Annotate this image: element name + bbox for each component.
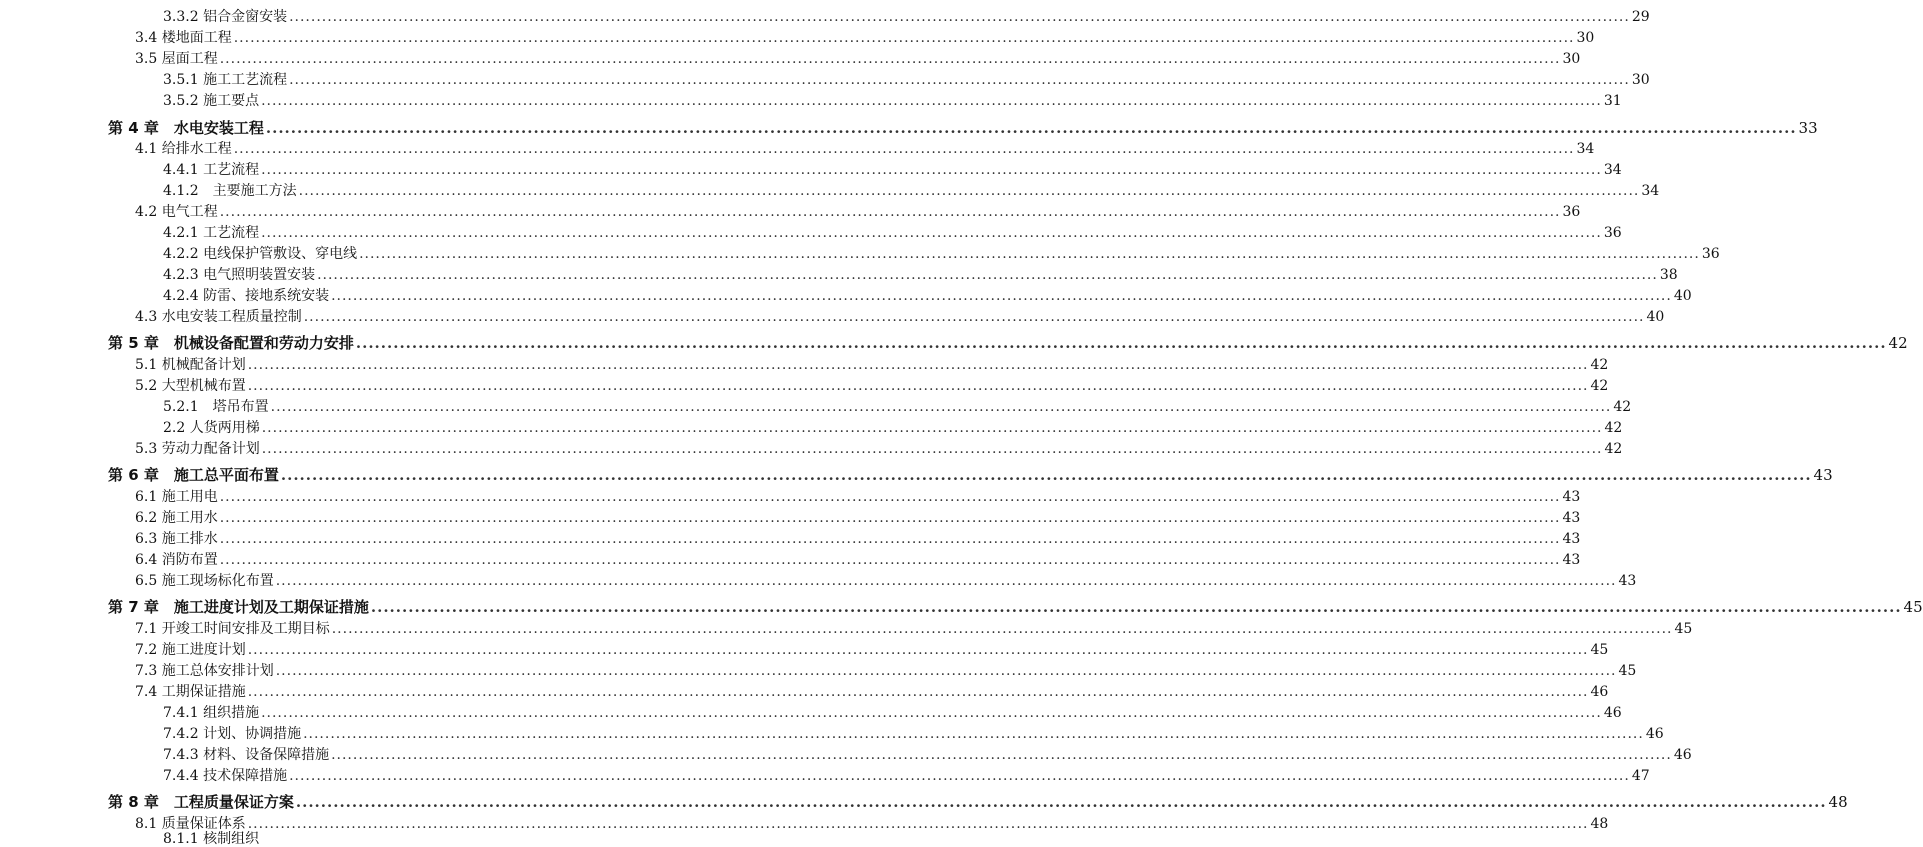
toc-dot-leader — [317, 265, 1658, 285]
toc-dot-leader — [220, 49, 1561, 69]
toc-entry[interactable] — [163, 724, 1664, 744]
toc-entry[interactable] — [163, 181, 1660, 201]
toc-page-number: 30 — [1576, 30, 1595, 46]
toc-page-number: 31 — [1603, 93, 1622, 109]
toc-entry[interactable] — [163, 766, 1650, 786]
toc-entry-title: 4.2.3 电气照明装置安装 — [163, 267, 316, 283]
toc-chapter-entry[interactable] — [108, 597, 1923, 617]
toc-chapter-entry[interactable] — [108, 465, 1833, 485]
toc-entry[interactable] — [135, 139, 1595, 159]
toc-entry-title: 7.4.1 组织措施 — [163, 705, 260, 721]
toc-entry[interactable] — [135, 529, 1581, 549]
toc-page-number: 45 — [1674, 621, 1693, 637]
toc-dot-leader — [261, 703, 1602, 723]
toc-dot-leader — [289, 766, 1630, 786]
toc-entry-title: 第 7 章 施工进度计划及工期保证措施 — [108, 598, 369, 616]
toc-dot-leader — [248, 376, 1589, 396]
toc-page-number: 38 — [1659, 267, 1678, 283]
toc-entry-title: 4.2.4 防雷、接地系统安装 — [163, 288, 330, 304]
toc-page-number: 48 — [1828, 793, 1848, 811]
toc-page-number: 47 — [1631, 768, 1650, 784]
toc-dot-leader — [248, 355, 1589, 375]
toc-entry[interactable] — [163, 265, 1678, 285]
toc-entry-title: 5.2 大型机械布置 — [135, 378, 246, 394]
toc-dot-leader — [220, 550, 1561, 570]
toc-entry-title: 5.2.1 塔吊布置 — [163, 399, 269, 415]
toc-entry-title: 4.2.2 电线保护管敷设、穿电线 — [163, 246, 358, 262]
toc-entry[interactable] — [135, 376, 1609, 396]
toc-page-number: 45 — [1618, 663, 1637, 679]
toc-entry[interactable] — [163, 91, 1622, 111]
toc-entry-title: 第 5 章 机械设备配置和劳动力安排 — [108, 334, 354, 352]
toc-page-number: 40 — [1673, 288, 1692, 304]
toc-entry[interactable] — [135, 571, 1637, 591]
toc-entry-title: 7.4.3 材料、设备保障措施 — [163, 747, 330, 763]
toc-dot-leader — [289, 70, 1630, 90]
toc-chapter-entry[interactable] — [108, 333, 1908, 353]
toc-page-number: 43 — [1562, 489, 1581, 505]
toc-entry[interactable] — [163, 70, 1650, 90]
toc-dot-leader — [234, 28, 1575, 48]
toc-page-number: 36 — [1701, 246, 1720, 262]
toc-entry-title: 5.1 机械配备计划 — [135, 357, 246, 373]
toc-dot-leader — [261, 160, 1602, 180]
toc-entry-title: 6.2 施工用水 — [135, 510, 218, 526]
toc-dot-leader — [220, 529, 1561, 549]
toc-chapter-entry[interactable] — [108, 118, 1818, 138]
toc-dot-leader — [220, 202, 1561, 222]
toc-page-number: 46 — [1603, 705, 1622, 721]
toc-entry-title: 4.4.1 工艺流程 — [163, 162, 260, 178]
toc-entry-title: 7.1 开竣工时间安排及工期目标 — [135, 621, 330, 637]
toc-page-number: 46 — [1673, 747, 1692, 763]
toc-entry[interactable] — [135, 619, 1693, 639]
toc-entry-title: 3.5 屋面工程 — [135, 51, 218, 67]
toc-entry-title: 第 4 章 水电安装工程 — [108, 119, 264, 137]
toc-entry-title: 6.4 消防布置 — [135, 552, 218, 568]
toc-entry-title: 3.5.1 施工工艺流程 — [163, 72, 288, 88]
toc-entry-title: 6.1 施工用电 — [135, 489, 218, 505]
toc-dot-leader — [266, 118, 1797, 138]
toc-entry[interactable] — [163, 703, 1622, 723]
toc-entry[interactable] — [135, 355, 1609, 375]
toc-entry-title: 3.5.2 施工要点 — [163, 93, 260, 109]
toc-dot-leader — [248, 640, 1589, 660]
toc-entry-title: 2.2 人货两用梯 — [163, 420, 260, 436]
toc-dot-leader — [299, 181, 1640, 201]
toc-page-number: 42 — [1604, 420, 1623, 436]
toc-entry[interactable] — [163, 223, 1622, 243]
toc-page-number: 45 — [1903, 598, 1923, 616]
toc-page-number: 42 — [1590, 378, 1609, 394]
toc-cut-line: 8.1.1 核制组织 — [163, 831, 260, 847]
toc-dot-leader — [262, 439, 1603, 459]
toc-dot-leader — [331, 745, 1672, 765]
toc-entry-title: 第 6 章 施工总平面布置 — [108, 466, 279, 484]
toc-entry-title: 5.3 劳动力配备计划 — [135, 441, 260, 457]
toc-page-number: 46 — [1590, 684, 1609, 700]
toc-page-number: 40 — [1646, 309, 1665, 325]
toc-entry[interactable] — [163, 745, 1692, 765]
toc-entry[interactable] — [135, 202, 1581, 222]
toc-page-number: 34 — [1641, 183, 1660, 199]
toc-dot-leader — [220, 508, 1561, 528]
toc-dot-leader — [281, 465, 1812, 485]
toc-page-number: 42 — [1888, 334, 1908, 352]
toc-page-number: 29 — [1631, 9, 1650, 25]
toc-page-number: 42 — [1613, 399, 1632, 415]
toc-page-number: 34 — [1603, 162, 1622, 178]
toc-entry[interactable] — [163, 244, 1720, 264]
toc-entry[interactable] — [135, 487, 1581, 507]
toc-entry-title: 7.4 工期保证措施 — [135, 684, 246, 700]
toc-entry[interactable] — [163, 397, 1632, 417]
toc-entry[interactable] — [135, 661, 1637, 681]
toc-entry[interactable] — [135, 508, 1581, 528]
toc-entry-title: 8.1 质量保证体系 — [135, 816, 246, 832]
toc-entry-title: 7.3 施工总体安排计划 — [135, 663, 274, 679]
toc-dot-leader — [289, 7, 1630, 27]
toc-page-number: 43 — [1562, 552, 1581, 568]
toc-page-number: 45 — [1590, 642, 1609, 658]
toc-entry[interactable] — [135, 550, 1581, 570]
toc-page-number: 33 — [1798, 119, 1818, 137]
toc-dot-leader — [248, 682, 1589, 702]
toc-entry[interactable] — [135, 307, 1665, 327]
toc-dot-leader — [234, 139, 1575, 159]
toc-entry-title: 7.4.2 计划、协调措施 — [163, 726, 302, 742]
toc-entry-title: 4.3 水电安装工程质量控制 — [135, 309, 302, 325]
toc-page-number: 46 — [1645, 726, 1664, 742]
toc-entry-title: 4.2 电气工程 — [135, 204, 218, 220]
toc-page-number: 36 — [1562, 204, 1581, 220]
toc-entry[interactable] — [135, 682, 1609, 702]
toc-entry[interactable] — [163, 418, 1623, 438]
toc-entry[interactable] — [163, 286, 1692, 306]
toc-entry-title: 6.3 施工排水 — [135, 531, 218, 547]
toc-page-number: 43 — [1562, 531, 1581, 547]
toc-entry[interactable] — [163, 7, 1650, 27]
toc-page-number: 43 — [1562, 510, 1581, 526]
toc-dot-leader — [371, 597, 1902, 617]
toc-dot-leader — [332, 619, 1673, 639]
toc-entry[interactable] — [135, 640, 1609, 660]
toc-page-number: 42 — [1590, 357, 1609, 373]
toc-page-number: 43 — [1813, 466, 1833, 484]
toc-dot-leader — [248, 814, 1589, 834]
toc-entry[interactable] — [135, 439, 1623, 459]
toc-entry-title: 7.2 施工进度计划 — [135, 642, 246, 658]
toc-dot-leader — [304, 307, 1645, 327]
toc-entry[interactable] — [135, 49, 1581, 69]
toc-page-number: 36 — [1603, 225, 1622, 241]
toc-entry-title: 第 8 章 工程质量保证方案 — [108, 793, 294, 811]
toc-entry-title: 3.3.2 铝合金窗安装 — [163, 9, 288, 25]
toc-dot-leader — [296, 792, 1827, 812]
toc-chapter-entry[interactable] — [108, 792, 1848, 812]
toc-entry-title: 6.5 施工现场标化布置 — [135, 573, 274, 589]
toc-entry-title: 4.2.1 工艺流程 — [163, 225, 260, 241]
toc-page-number: 30 — [1631, 72, 1650, 88]
toc-entry-title: 3.4 楼地面工程 — [135, 30, 232, 46]
toc-entry-title: 4.1.2 主要施工方法 — [163, 183, 297, 199]
toc-page-number: 42 — [1604, 441, 1623, 457]
toc-dot-leader — [262, 418, 1603, 438]
toc-page-number: 30 — [1562, 51, 1581, 67]
toc-entry-title: 7.4.4 技术保障措施 — [163, 768, 288, 784]
toc-dot-leader — [261, 223, 1602, 243]
toc-dot-leader — [303, 724, 1644, 744]
toc-page-number: 34 — [1576, 141, 1595, 157]
toc-dot-leader — [359, 244, 1700, 264]
toc-dot-leader — [356, 333, 1887, 353]
toc-dot-leader — [220, 487, 1561, 507]
toc-entry-title: 4.1 给排水工程 — [135, 141, 232, 157]
toc-page-number: 43 — [1618, 573, 1637, 589]
toc-page-number: 48 — [1590, 816, 1609, 832]
toc-dot-leader — [276, 571, 1617, 591]
toc-dot-leader — [271, 397, 1612, 417]
toc-entry[interactable] — [163, 160, 1622, 180]
toc-dot-leader — [261, 91, 1602, 111]
toc-dot-leader — [276, 661, 1617, 681]
toc-entry[interactable] — [135, 28, 1595, 48]
toc-dot-leader — [331, 286, 1672, 306]
